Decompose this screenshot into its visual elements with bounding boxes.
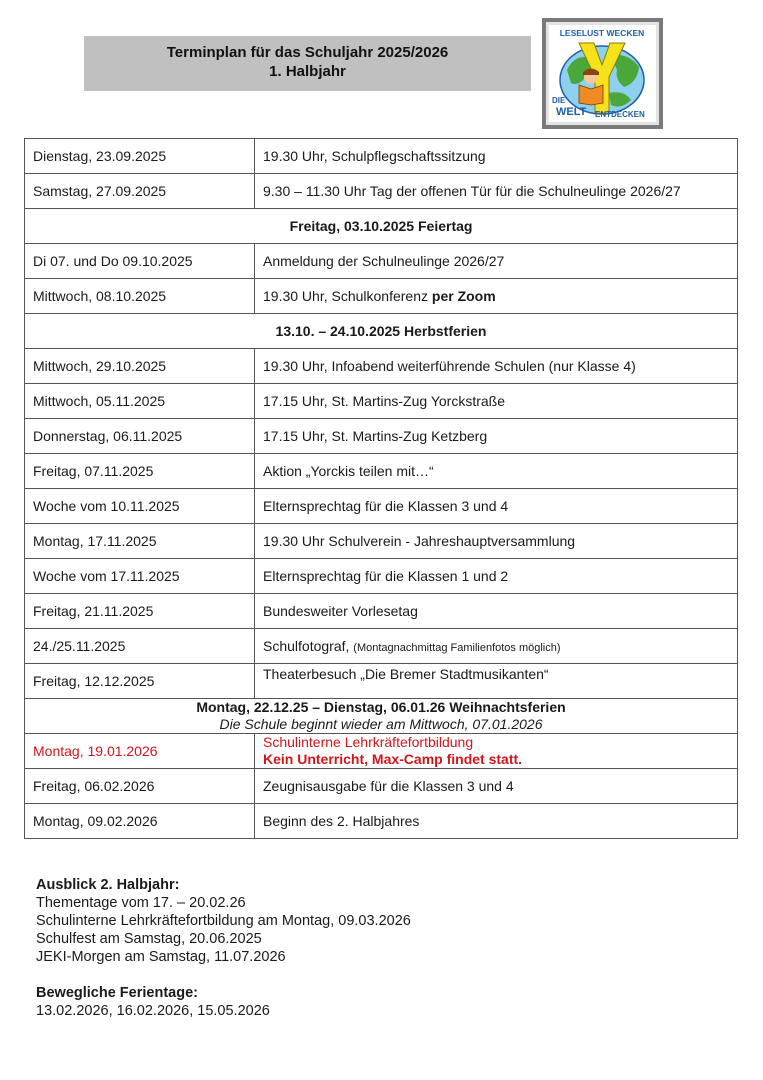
table-row [25, 664, 738, 699]
outlook-section [36, 876, 411, 1020]
table-row [25, 384, 738, 419]
span-text: Montag, 22.12.25 – Dienstag, 06.01.26 Weihnachtsferien [196, 699, 566, 715]
event-cell [255, 384, 738, 419]
spacer [36, 966, 411, 984]
holidays-heading: Bewegliche Ferientage: [36, 985, 198, 1001]
event-text: 17.15 Uhr, St. Martins-Zug Ketzberg [263, 428, 488, 444]
table-row [25, 769, 738, 804]
event-text: Elternsprechtag für die Klassen 3 und 4 [263, 498, 509, 514]
date-cell: Dienstag, 23.09.2025 [25, 139, 255, 174]
logo-text-top: LESELUST WECKEN [559, 28, 645, 38]
event-cell [255, 419, 738, 454]
holidays-dates: 13.02.2026, 16.02.2026, 15.05.2026 [36, 1003, 270, 1019]
table-span-row [25, 209, 738, 244]
span-cell [25, 699, 738, 734]
date-cell: Mittwoch, 29.10.2025 [25, 349, 255, 384]
event-text: 19.30 Uhr, Schulkonferenz [263, 288, 432, 304]
date-cell: Woche vom 10.11.2025 [25, 489, 255, 524]
logo-globe-icon [549, 25, 656, 122]
event-text: Anmeldung der Schulneulinge 2026/27 [263, 253, 505, 269]
event-text: 17.15 Uhr, St. Martins-Zug Yorckstraße [263, 393, 505, 409]
event-text-bold: Kein Unterricht, Max-Camp findet statt. [263, 751, 523, 767]
table-span-row [25, 314, 738, 349]
event-cell [255, 279, 738, 314]
event-text: 19.30 Uhr, Schulpflegschaftssitzung [263, 148, 486, 164]
span-subtext: Die Schule beginnt wieder am Mittwoch, 07.01.2026 [219, 716, 543, 732]
date-cell: Freitag, 12.12.2025 [25, 664, 255, 699]
event-text: Aktion „Yorckis teilen mit…“ [263, 463, 434, 479]
span-cell [25, 314, 738, 349]
logo-text-die: DIE [552, 96, 566, 105]
date-cell: Samstag, 27.09.2025 [25, 174, 255, 209]
event-text-bold: per Zoom [431, 288, 496, 304]
event-text: 9.30 – 11.30 Uhr Tag der offenen Tür für die Schulneulinge 2026/27 [263, 183, 681, 199]
table-row [25, 419, 738, 454]
date-cell: Freitag, 21.11.2025 [25, 594, 255, 629]
outlook-item: Schulinterne Lehrkräftefortbildung am Montag, 09.03.2026 [36, 913, 411, 929]
schedule-table [24, 138, 738, 839]
event-text: 19.30 Uhr, Infoabend weiterführende Schulen (nur Klasse 4) [263, 358, 636, 374]
span-text: 13.10. – 24.10.2025 Herbstferien [275, 323, 487, 339]
logo-frame [546, 22, 659, 125]
date-cell: Donnerstag, 06.11.2025 [25, 419, 255, 454]
logo-canvas [549, 25, 656, 122]
event-cell [255, 244, 738, 279]
table-row [25, 454, 738, 489]
event-text: Schulfotograf, [263, 638, 354, 654]
event-cell [255, 454, 738, 489]
event-cell [255, 174, 738, 209]
date-cell: 24./25.11.2025 [25, 629, 255, 664]
table-row [25, 524, 738, 559]
event-text-small: (Montagnachmittag Familienfotos möglich) [353, 642, 561, 654]
event-cell [255, 629, 738, 664]
table-row [25, 279, 738, 314]
span-text: Freitag, 03.10.2025 Feiertag [289, 218, 473, 234]
table-row [25, 804, 738, 839]
table-row [25, 594, 738, 629]
event-cell [255, 349, 738, 384]
event-cell [255, 664, 738, 699]
event-cell [255, 139, 738, 174]
event-cell [255, 489, 738, 524]
table-row [25, 629, 738, 664]
event-cell [255, 734, 738, 769]
page-title-box [84, 36, 531, 91]
date-cell: Freitag, 06.02.2026 [25, 769, 255, 804]
table-row [25, 734, 738, 769]
page-subtitle: 1. Halbjahr [269, 63, 346, 80]
event-text: Theaterbesuch „Die Bremer Stadtmusikanten“ [263, 666, 549, 682]
date-cell: Di 07. und Do 09.10.2025 [25, 244, 255, 279]
event-cell [255, 559, 738, 594]
logo-text-bottom: ENTDECKEN [595, 110, 645, 119]
event-text: Beginn des 2. Halbjahres [263, 813, 420, 829]
event-text: Bundesweiter Vorlesetag [263, 603, 418, 619]
table-row [25, 139, 738, 174]
event-text: 19.30 Uhr Schulverein - Jahreshauptversammlung [263, 533, 576, 549]
table-row [25, 349, 738, 384]
date-cell: Montag, 09.02.2026 [25, 804, 255, 839]
event-cell [255, 804, 738, 839]
outlook-item: Thementage vom 17. – 20.02.26 [36, 895, 246, 911]
school-logo [542, 18, 663, 129]
date-cell: Mittwoch, 05.11.2025 [25, 384, 255, 419]
date-cell: Montag, 17.11.2025 [25, 524, 255, 559]
table-row [25, 174, 738, 209]
table-row [25, 489, 738, 524]
date-cell: Montag, 19.01.2026 [25, 734, 255, 769]
event-cell [255, 524, 738, 559]
outlook-item: JEKI-Morgen am Samstag, 11.07.2026 [36, 949, 286, 965]
outlook-heading: Ausblick 2. Halbjahr: [36, 877, 180, 893]
table-row [25, 559, 738, 594]
event-text: Elternsprechtag für die Klassen 1 und 2 [263, 568, 509, 584]
span-cell [25, 209, 738, 244]
date-cell: Mittwoch, 08.10.2025 [25, 279, 255, 314]
page-title: Terminplan für das Schuljahr 2025/2026 [166, 44, 449, 61]
table-span-row [25, 699, 738, 734]
event-text: Schulinterne Lehrkräftefortbildung [263, 734, 474, 750]
outlook-item: Schulfest am Samstag, 20.06.2025 [36, 931, 262, 947]
logo-text-welt: WELT [556, 106, 587, 118]
date-cell: Freitag, 07.11.2025 [25, 454, 255, 489]
event-text: Zeugnisausgabe für die Klassen 3 und 4 [263, 778, 514, 794]
date-cell: Woche vom 17.11.2025 [25, 559, 255, 594]
table-row [25, 244, 738, 279]
event-cell [255, 769, 738, 804]
event-cell [255, 594, 738, 629]
